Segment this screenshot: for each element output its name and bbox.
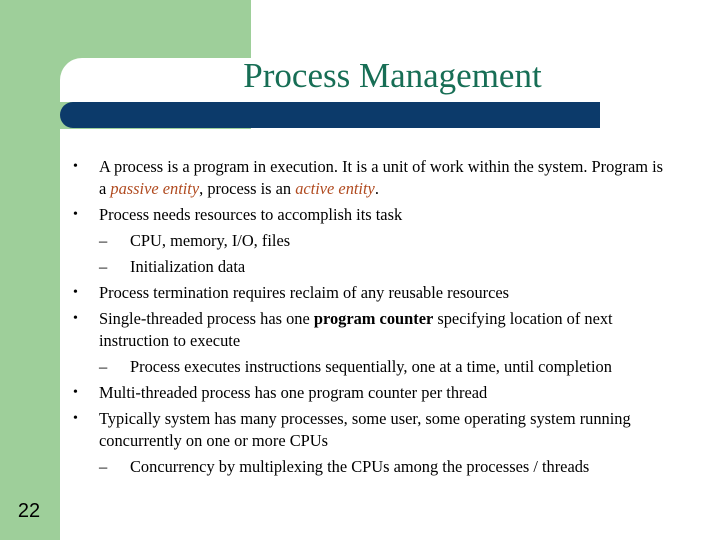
- slide-number: 22: [17, 500, 41, 522]
- slide-body: [70, 156, 670, 482]
- slide-title: Process Management: [243, 56, 542, 95]
- sub-bullet-text: Process executes instructions sequentially, one at a time, until completion: [130, 357, 612, 376]
- bullet-resources: [70, 204, 670, 226]
- title-navy-bar: [60, 102, 600, 128]
- bullet-text: Single-threaded process has one: [99, 309, 314, 328]
- dash-marker: –: [99, 357, 108, 376]
- sub-bullet-text: Concurrency by multiplexing the CPUs among the processes / threads: [130, 457, 590, 476]
- bullet-text: Process termination requires reclaim of any reusable resources: [99, 283, 510, 302]
- emphasis-passive-entity: passive entity: [110, 179, 200, 198]
- bullet-text: , process is an: [199, 179, 296, 198]
- bullet-process-definition: [70, 156, 670, 200]
- bullet-text: A process is a program in execution. It is a unit of work within the system. Program is a: [99, 157, 664, 198]
- sub-bullet-cpu-memory: [70, 230, 670, 252]
- emphasis-active-entity: active entity: [295, 179, 375, 198]
- bullet-text: Process needs resources to accomplish its task: [99, 205, 403, 224]
- bullet-text: specifying location of next instruction to execute: [99, 309, 613, 350]
- sub-bullet-sequential: [70, 356, 670, 378]
- sub-bullet-text: Initialization data: [130, 257, 246, 276]
- sub-bullet-concurrency: [70, 456, 670, 478]
- bullet-single-threaded: [70, 308, 670, 352]
- bullet-many-processes: [70, 408, 670, 452]
- bullet-text: Multi-threaded process has one program counter per thread: [99, 383, 488, 402]
- bullet-termination: [70, 282, 670, 304]
- dash-marker: –: [99, 457, 108, 476]
- emphasis-program-counter: program counter: [313, 309, 434, 328]
- sub-bullet-text: CPU, memory, I/O, files: [130, 231, 291, 250]
- bullet-text: .: [374, 179, 379, 198]
- bullet-text: Typically system has many processes, some user, some operating system running concurrently on one or more CPUs: [99, 409, 631, 450]
- dash-marker: –: [99, 231, 108, 250]
- dash-marker: –: [99, 257, 108, 276]
- bullet-multi-threaded: [70, 382, 670, 404]
- sub-bullet-initialization: [70, 256, 670, 278]
